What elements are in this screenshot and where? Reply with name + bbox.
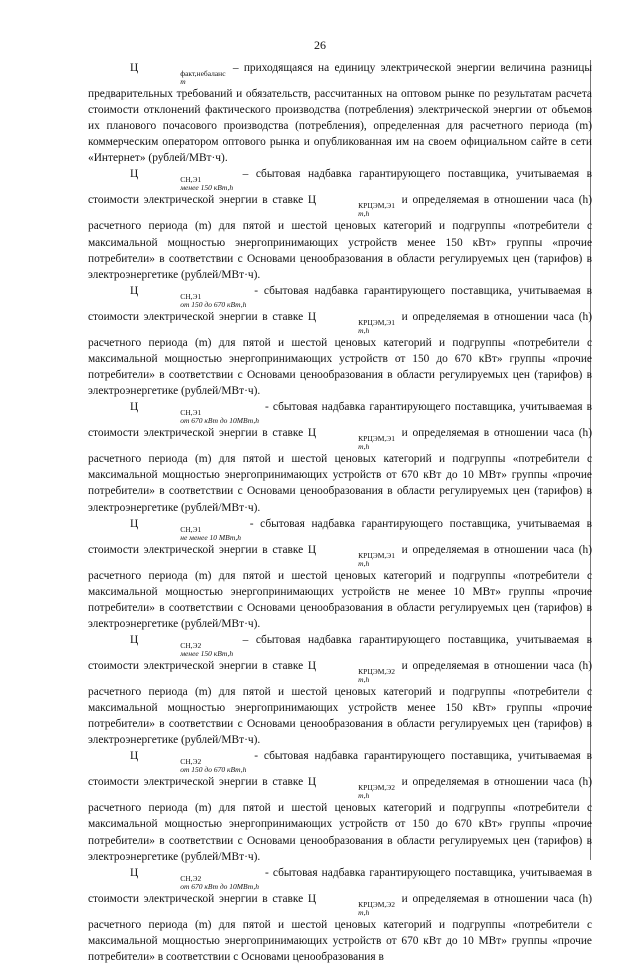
symbol-indices [138,875,259,891]
superscript: СН,Э1 [180,524,202,534]
superscript: СН,Э1 [180,408,202,418]
subscript: менее 150 кВт,h [180,648,234,658]
definition-text-part2: и определяемая в отношении часа (h) расчетного периода (m) для пятой и шестой ценовых категорий и подгруппы «потребители с максимальной мощностью энергопринимающих устройств менее 150 кВт» группы «прочие потребители» в соответствии с Основами ценообразования в области регулируемых цен (тарифов) в электроэнергетике (рублей/МВт·ч). [88,194,593,281]
superscript: факт,небаланс [180,69,226,78]
superscript: СН,Э1 [180,291,202,301]
rate-indices [316,552,395,568]
rate-superscript: КРЦЭМ,Э1 [358,434,395,444]
definition-paragraph-1 [88,60,592,166]
definition-paragraph-8 [88,865,592,965]
rate-subscript: m,h [358,907,370,917]
subscript: от 670 кВт до 10МВт,h [180,881,259,891]
price-symbol: Ц [130,284,139,297]
definition-text-part2: и определяемая в отношении часа (h) расчетного периода (m) для пятой и шестой ценовых категорий и подгруппы «потребители с максимальной мощностью энергопринимающих устройств от 670 кВт до 10 МВт» группы «прочие потребители» в соответствии с Основами ценообразования в [88,892,593,963]
definition-paragraph-3 [88,283,592,399]
price-symbol: Ц [130,62,139,74]
symbol-indices [138,293,246,309]
subscript: не менее 10 МВт,h [180,532,242,542]
definition-paragraph-5 [88,516,592,632]
rate-indices [316,784,395,800]
rate-subscript: m,h [358,674,370,684]
definition-text-part1: - сбытовая надбавка гарантирующего поставщика, учитываемая в стоимости электрической энергии в ставке Ц [88,866,592,905]
rate-indices [316,319,395,335]
rate-superscript: КРЦЭМ,Э2 [358,899,395,909]
superscript: СН,Э2 [180,873,202,883]
subscript: менее 150 кВт,h [180,183,234,193]
definition-text-part1: - сбытовая надбавка гарантирующего поставщика, учитываемая в стоимости электрической энергии в ставке Ц [88,284,592,323]
price-symbol: Ц [130,517,139,530]
price-symbol: Ц [130,168,139,181]
subscript: от 670 кВт до 10МВт,h [180,416,259,426]
superscript: СН,Э2 [180,640,202,650]
definition-paragraph-6 [88,632,592,748]
definition-text-part1: - сбытовая надбавка гарантирующего поставщика, учитываемая в стоимости электрической энергии в ставке Ц [88,517,592,556]
definition-text-part1: - сбытовая надбавка гарантирующего поставщика, учитываемая в стоимости электрической энергии в ставке Ц [88,750,592,789]
subscript: m [180,77,186,86]
rate-indices [316,202,395,218]
rate-subscript: m,h [358,442,370,452]
rate-indices [316,668,395,684]
definition-text-part2: и определяемая в отношении часа (h) расчетного периода (m) для пятой и шестой ценовых категорий и подгруппы «потребители с максимальной мощностью энергопринимающих устройств менее 150 кВт» группы «прочие потребители» в соответствии с Основами ценообразования в области регулируемых цен (тарифов) в электроэнергетике (рублей/МВт·ч). [88,659,593,747]
price-symbol: Ц [130,401,139,414]
price-symbol: Ц [130,633,139,646]
symbol-indices [138,758,246,774]
definition-paragraph-4 [88,399,592,515]
symbol-indices [138,70,225,86]
superscript: СН,Э2 [180,757,202,767]
subscript: от 150 до 670 кВт,h [180,299,247,309]
rate-subscript: m,h [358,325,370,335]
rate-indices [316,435,395,451]
price-symbol: Ц [130,866,139,879]
definition-text-part2: и определяемая в отношении часа (h) расчетного периода (m) для пятой и шестой ценовых категорий и подгруппы «потребители с максимальной мощностью энергопринимающих устройств от 150 до 670 кВт» группы «прочие потребители» в соответствии с Основами ценообразования в области регулируемых цен (тарифов) в электроэнергетике (рублей/МВт·ч). [88,310,593,398]
rate-superscript: КРЦЭМ,Э1 [358,317,395,327]
rate-indices [316,901,395,917]
definition-text: – приходящаяся на единицу электрической энергии величина разницы предварительных требований и обязательств, рассчитанных на оптовом рынке по результатам расчета стоимости отклонений фактического производства (потребления) электрической энергии от объемов их планового почасового производства (потребления), определенная для расчетного периода (m) коммерческим оператором оптового рынка и опубликованная им на своем официальном сайте в сети «Интернет» (рублей/МВт·ч). [88,62,592,165]
rate-subscript: m,h [358,209,370,219]
definition-paragraph-2 [88,166,592,282]
symbol-indices [138,409,259,425]
definition-text-part1: – сбытовая надбавка гарантирующего поставщика, учитываемая в стоимости электрической энергии в ставке Ц [88,168,592,207]
definition-text-part2: и определяемая в отношении часа (h) расчетного периода (m) для пятой и шестой ценовых категорий и подгруппы «потребители с максимальной мощностью энергопринимающих устройств от 150 до 670 кВт» группы «прочие потребители» в соответствии с Основами ценообразования в области регулируемых цен (тарифов) в электроэнергетике (рублей/МВт·ч). [88,776,593,863]
definition-paragraph-7 [88,748,592,864]
rate-superscript: КРЦЭМ,Э1 [358,550,395,560]
symbol-indices [138,642,233,658]
symbol-indices [138,176,233,192]
definition-text-part1: – сбытовая надбавка гарантирующего поставщика, учитываемая в стоимости электрической энергии в ставке Ц [88,633,592,672]
rate-subscript: m,h [358,791,370,801]
symbol-indices [138,526,241,542]
rate-subscript: m,h [358,558,370,568]
rate-superscript: КРЦЭМ,Э2 [358,666,395,676]
subscript: от 150 до 670 кВт,h [180,765,247,775]
rate-superscript: КРЦЭМ,Э2 [358,783,395,793]
document-body [88,60,592,965]
rate-superscript: КРЦЭМ,Э1 [358,201,395,211]
page-number: 26 [314,38,326,52]
superscript: СН,Э1 [180,175,202,185]
definition-text-part1: - сбытовая надбавка гарантирующего поставщика, учитываемая в стоимости электрической энергии в ставке Ц [88,401,592,440]
definition-text-part2: и определяемая в отношении часа (h) расчетного периода (m) для пятой и шестой ценовых категорий и подгруппы «потребители с максимальной мощностью энергопринимающих устройств от 670 кВт до 10 МВт» группы «прочие потребители» в соответствии с Основами ценообразования в области регулируемых цен (тарифов) в электроэнергетике (рублей/МВт·ч). [88,427,593,514]
definition-text-part2: и определяемая в отношении часа (h) расчетного периода (m) для пятой и шестой ценовых категорий и подгруппы «потребители с максимальной мощностью энергопринимающих устройств не менее 10 МВт» группы «прочие потребители» в соответствии с Основами ценообразования в области регулируемых цен (тарифов) в электроэнергетике (рублей/МВт·ч). [88,543,593,630]
price-symbol: Ц [130,750,139,763]
